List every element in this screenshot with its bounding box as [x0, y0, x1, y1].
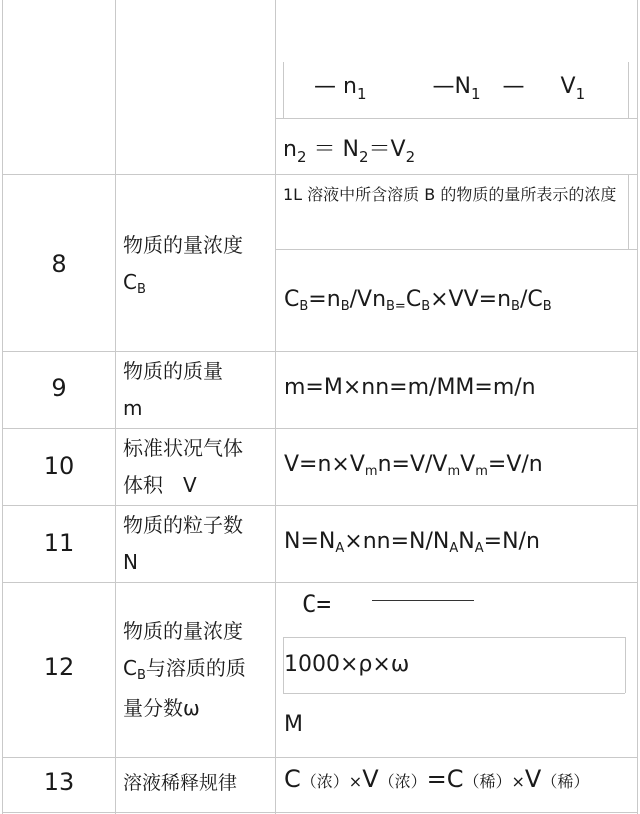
dash: — — [502, 74, 525, 99]
row-number: 8 — [51, 250, 67, 278]
definition-text: 1L 溶液中所含溶质 B 的物质的量所表示的浓度 — [283, 185, 617, 204]
dash: — — [432, 74, 455, 99]
dilution-ratio-line2: $n_2 = N_2=V_2$ — [283, 137, 416, 166]
dash: — — [314, 74, 336, 99]
row-number: 13 — [43, 768, 75, 796]
row-number: 10 — [43, 452, 75, 480]
formula: CB=nB/VnB=CB×VV=nB/CB — [284, 287, 552, 314]
quantity-name: 物质的质量 m — [123, 359, 223, 420]
row12-inner-bottom — [283, 693, 625, 694]
grid-row-line-11 — [2, 505, 638, 506]
row8-inner-divider — [276, 249, 637, 250]
concentration-label: C= — [302, 590, 331, 618]
grid-right-border — [637, 0, 638, 814]
quantity-name: 溶液稀释规律 — [123, 772, 238, 794]
inner-cell-left — [283, 62, 284, 118]
quantity-name: 物质的粒子数 N — [123, 513, 243, 574]
grid-col-divider-1 — [115, 0, 116, 814]
formula: V=n×Vmn=V/VmVm=V/n — [284, 452, 543, 479]
row12-inner-right — [625, 637, 626, 693]
row8-inner-right — [628, 175, 629, 250]
grid-row-line-13 — [2, 757, 638, 758]
grid-col-divider-2 — [275, 0, 276, 814]
dilution-ratio-line1: — $n_1$ $—N_1$ — $V_1$ — [314, 74, 586, 103]
grid-row-line-12 — [2, 582, 638, 583]
row12-inner-top — [283, 637, 625, 638]
fraction-bar — [372, 600, 474, 601]
numerator: 1000×ρ×ω — [284, 652, 410, 677]
formula: m=M×nn=m/MM=m/n — [284, 375, 536, 400]
grid-left-border — [2, 0, 3, 814]
formula: C（浓）×V（浓）=C（稀）×V（稀） — [284, 765, 590, 793]
quantity-name: 物质的量浓度 $C_B$ — [123, 233, 243, 297]
grid-row-line-9 — [2, 351, 638, 352]
grid-row-line-8 — [2, 174, 638, 175]
quantity-name: 标准状况气体 体积 V — [123, 436, 243, 497]
denominator: M — [284, 712, 303, 737]
row-number: 9 — [51, 374, 67, 402]
inner-cell-right — [628, 62, 629, 118]
formula: N=NA×nn=N/NANA=N/n — [284, 529, 540, 556]
row-number: 12 — [43, 653, 75, 681]
quantity-name: 物质的量浓度 $C_B$与溶质的质 量分数ω — [123, 619, 246, 720]
row-number: 11 — [43, 529, 75, 557]
grid-bottom-border — [2, 812, 638, 813]
inner-cell-bottom — [276, 118, 637, 119]
grid-row-line-10 — [2, 428, 638, 429]
